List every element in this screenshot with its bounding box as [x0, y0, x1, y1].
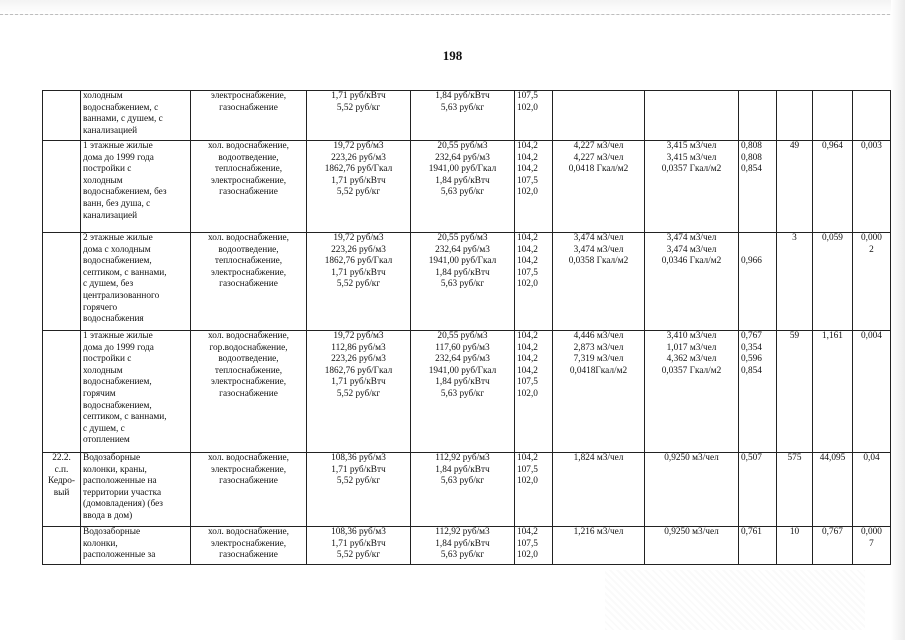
cell-share: 0,04 [853, 453, 891, 527]
cell-settlement [43, 141, 81, 233]
cell-services: хол. водоснабжение, гор.водоснабжение, водоотведение, теплоснабжение, электроснабжение, газоснабжение [191, 331, 307, 453]
cell-housing-type: 2 этажные жилые дома с холодным водоснабжением, септиком, с ваннами, с душем, без централизованного горячего водоснабжения [81, 233, 191, 331]
cell-norm-prev [553, 91, 645, 141]
cell-count: 59 [777, 331, 813, 453]
table-row [43, 453, 891, 527]
cell-tariff-new: 112,92 руб/м3 1,84 руб/кВтч 5,63 руб/кг [411, 527, 515, 565]
cell-tariff-new: 112,92 руб/м3 1,84 руб/кВтч 5,63 руб/кг [411, 453, 515, 527]
cell-norm-prev: 3,474 м3/чел 3,474 м3/чел 0,0358 Гкал/м2 [553, 233, 645, 331]
cell-norm-prev: 4,446 м3/чел 2,873 м3/чел 7,319 м3/чел 0,0418Гкал/м2 [553, 331, 645, 453]
cell-tariff-prev: 108,36 руб/м3 1,71 руб/кВтч 5,52 руб/кг [307, 453, 411, 527]
cell-tariff-prev: 108,36 руб/м3 1,71 руб/кВтч 5,52 руб/кг [307, 527, 411, 565]
cell-share [853, 91, 891, 141]
cell-services: хол. водоснабжение, электроснабжение, газоснабжение [191, 527, 307, 565]
cell-tariff-new: 20,55 руб/м3 232,64 руб/м3 1941,00 руб/Гкал 1,84 руб/кВтч 5,63 руб/кг [411, 141, 515, 233]
cell-tariff-prev: 19,72 руб/м3 223,26 руб/м3 1862,76 руб/Гкал 1,71 руб/кВтч 5,52 руб/кг [307, 233, 411, 331]
cell-services: хол. водоснабжение, водоотведение, теплоснабжение, электроснабжение, газоснабжение [191, 233, 307, 331]
cell-norm-new: 0,9250 м3/чел [645, 527, 739, 565]
cell-ratio: 0,767 0,354 0,596 0,854 [739, 331, 777, 453]
cell-index: 104,2 104,2 104,2 104,2 107,5 102,0 [515, 331, 553, 453]
cell-housing-type: Водозаборные колонки, краны, расположенные на территории участка (домовладения) (без ввода в дом) [81, 453, 191, 527]
cell-norm-new: 3,410 м3/чел 1,017 м3/чел 4,362 м3/чел 0,0357 Гкал/м2 [645, 331, 739, 453]
cell-ratio: 0,507 [739, 453, 777, 527]
cell-amount: 0,767 [813, 527, 853, 565]
cell-norm-new [645, 91, 739, 141]
cell-tariff-new: 20,55 руб/м3 117,60 руб/м3 232,64 руб/м3 1941,00 руб/Гкал 1,84 руб/кВтч 5,63 руб/кг [411, 331, 515, 453]
cell-ratio: 0,808 0,808 0,854 [739, 141, 777, 233]
cell-tariff-new: 20,55 руб/м3 232,64 руб/м3 1941,00 руб/Гкал 1,84 руб/кВтч 5,63 руб/кг [411, 233, 515, 331]
cell-share: 0,000 2 [853, 233, 891, 331]
cell-ratio: 0,761 [739, 527, 777, 565]
page-number: 198 [442, 48, 463, 63]
cell-count: 3 [777, 233, 813, 331]
cell-amount [813, 91, 853, 141]
cell-count [777, 91, 813, 141]
scan-noise [605, 570, 865, 630]
cell-count: 575 [777, 453, 813, 527]
cell-settlement [43, 527, 81, 565]
tariff-table [42, 90, 891, 565]
cell-tariff-new: 1,84 руб/кВтч 5,63 руб/кг [411, 91, 515, 141]
cell-amount: 44,095 [813, 453, 853, 527]
scan-top-edge [0, 0, 905, 15]
cell-settlement [43, 331, 81, 453]
table-row [43, 233, 891, 331]
cell-index: 104,2 107,5 102,0 [515, 453, 553, 527]
cell-housing-type: Водозаборные колонки, расположенные за [81, 527, 191, 565]
cell-housing-type: 1 этажные жилые дома до 1999 года постройки с холодным водоснабжением, без ванн, без душа, с канализацией [81, 141, 191, 233]
cell-settlement: 22.2. с.п. Кедро- вый [43, 453, 81, 527]
cell-share: 0,000 7 [853, 527, 891, 565]
cell-settlement [43, 91, 81, 141]
cell-amount: 0,964 [813, 141, 853, 233]
table-row [43, 141, 891, 233]
cell-norm-new: 3,415 м3/чел 3,415 м3/чел 0,0357 Гкал/м2 [645, 141, 739, 233]
cell-count: 10 [777, 527, 813, 565]
cell-index: 107,5 102,0 [515, 91, 553, 141]
cell-norm-prev: 1,216 м3/чел [553, 527, 645, 565]
cell-index: 104,2 104,2 104,2 107,5 102,0 [515, 233, 553, 331]
cell-index: 104,2 107,5 102,0 [515, 527, 553, 565]
cell-amount: 1,161 [813, 331, 853, 453]
cell-count: 49 [777, 141, 813, 233]
cell-norm-new: 3,474 м3/чел 3,474 м3/чел 0,0346 Гкал/м2 [645, 233, 739, 331]
cell-ratio: 0,966 [739, 233, 777, 331]
cell-index: 104,2 104,2 104,2 107,5 102,0 [515, 141, 553, 233]
scan-right-edge [891, 0, 905, 640]
cell-settlement [43, 233, 81, 331]
cell-ratio [739, 91, 777, 141]
cell-tariff-prev: 1,71 руб/кВтч 5,52 руб/кг [307, 91, 411, 141]
cell-services: хол. водоснабжение, электроснабжение, газоснабжение [191, 453, 307, 527]
cell-housing-type: холодным водоснабжением, с ваннами, с душем, с канализацией [81, 91, 191, 141]
cell-share: 0,004 [853, 331, 891, 453]
cell-norm-new: 0,9250 м3/чел [645, 453, 739, 527]
cell-housing-type: 1 этажные жилые дома до 1999 года постройки с холодным водоснабжением, горячим водоснабжением, септиком, с ваннами, с душем, с отоплением [81, 331, 191, 453]
cell-tariff-prev: 19,72 руб/м3 223,26 руб/м3 1862,76 руб/Гкал 1,71 руб/кВтч 5,52 руб/кг [307, 141, 411, 233]
cell-services: электроснабжение, газоснабжение [191, 91, 307, 141]
table-row [43, 527, 891, 565]
cell-services: хол. водоснабжение, водоотведение, теплоснабжение, электроснабжение, газоснабжение [191, 141, 307, 233]
cell-amount: 0,059 [813, 233, 853, 331]
table-row [43, 91, 891, 141]
cell-share: 0,003 [853, 141, 891, 233]
cell-norm-prev: 4,227 м3/чел 4,227 м3/чел 0,0418 Гкал/м2 [553, 141, 645, 233]
cell-norm-prev: 1,824 м3/чел [553, 453, 645, 527]
table-row [43, 331, 891, 453]
cell-tariff-prev: 19,72 руб/м3 112,86 руб/м3 223,26 руб/м3 1862,76 руб/Гкал 1,71 руб/кВтч 5,52 руб/кг [307, 331, 411, 453]
